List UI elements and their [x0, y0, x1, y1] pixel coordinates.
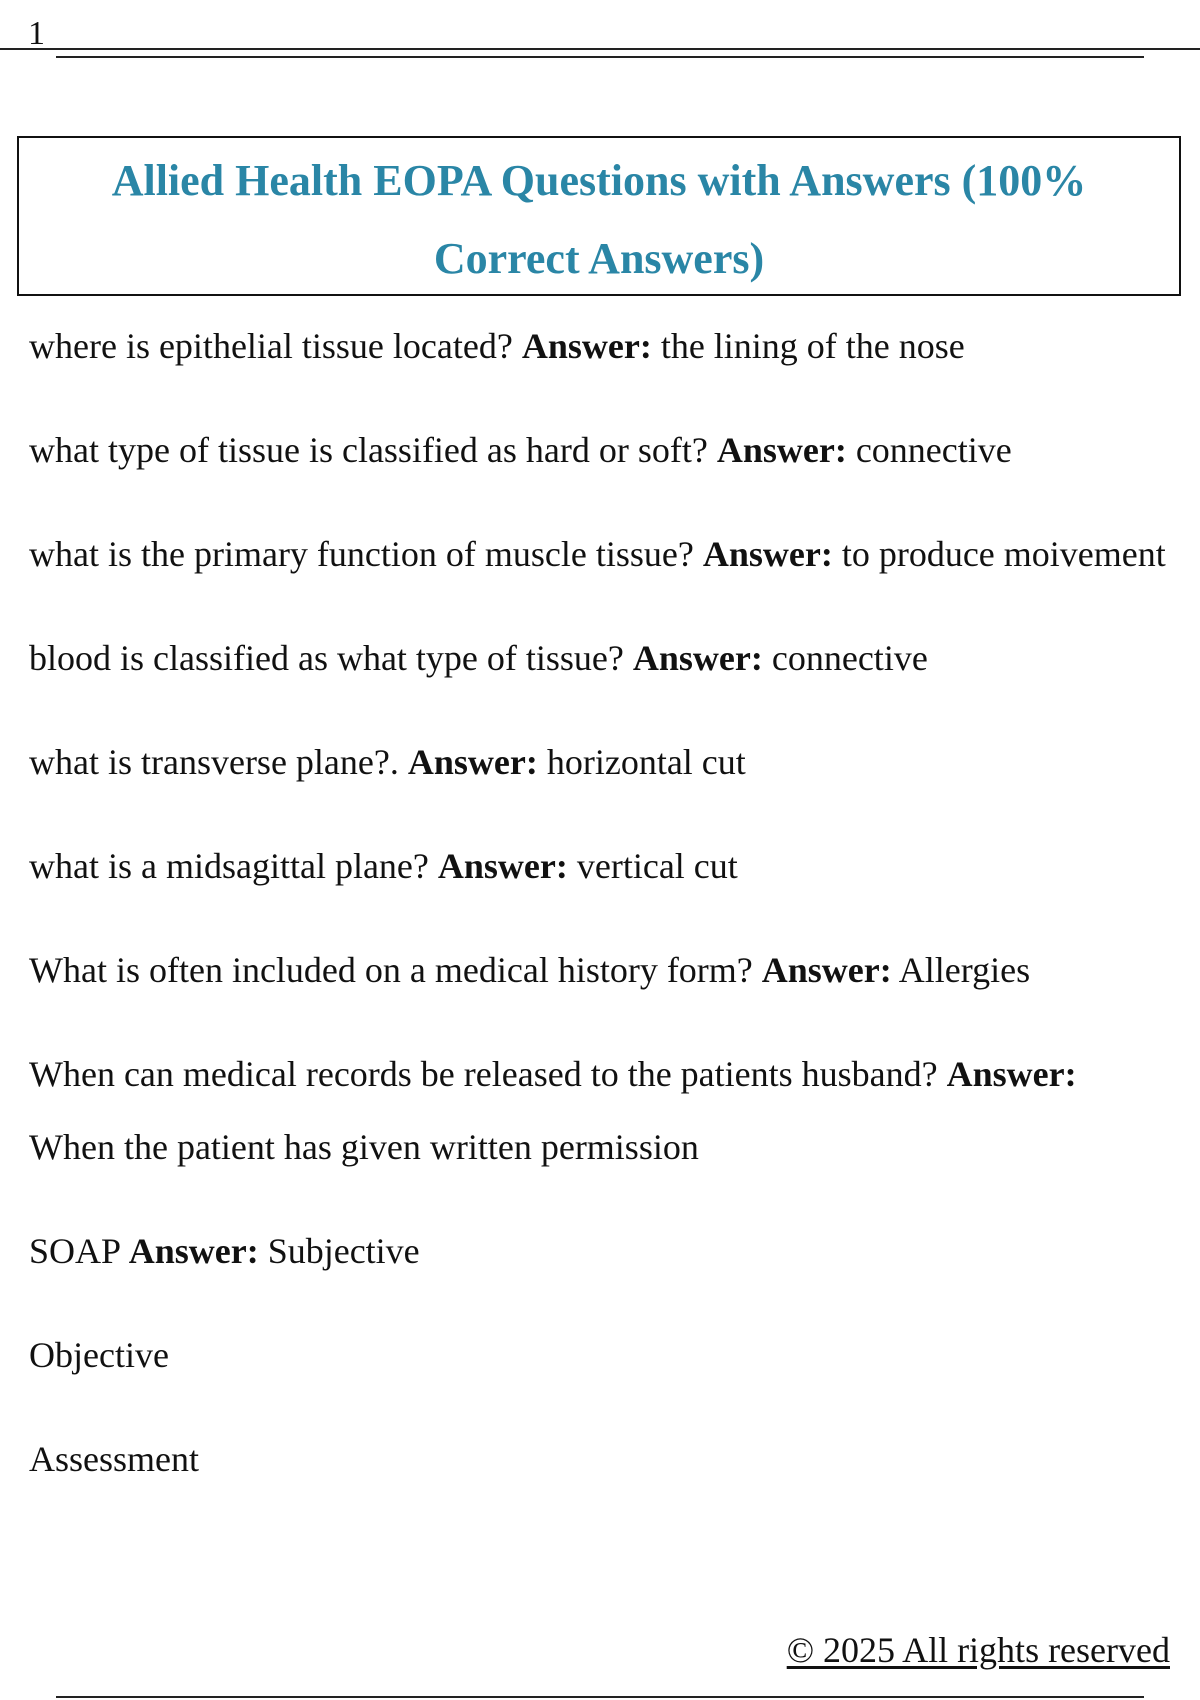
continuation-line: Assessment	[29, 1439, 199, 1479]
answer-label: Answer:	[128, 1231, 259, 1271]
answer-text: horizontal cut	[546, 742, 746, 782]
qa-item	[29, 830, 1169, 903]
answer-label: Answer:	[702, 534, 833, 574]
footer-rule	[56, 1696, 1144, 1698]
question-text: What is often included on a medical history form?	[29, 950, 753, 990]
answer-label: Answer:	[632, 638, 763, 678]
question-text: where is epithelial tissue located?	[29, 326, 513, 366]
question-text: what type of tissue is classified as hard or soft?	[29, 430, 708, 470]
answer-label: Answer:	[521, 326, 652, 366]
answer-label: Answer:	[761, 950, 892, 990]
continuation-line: Objective	[29, 1335, 169, 1375]
answer-text: Allergies	[898, 950, 1031, 990]
header-rule	[0, 48, 1200, 50]
qa-list	[29, 310, 1169, 1496]
qa-item	[29, 622, 1169, 695]
answer-text: connective	[855, 430, 1012, 470]
answer-label: Answer:	[407, 742, 538, 782]
question-text: SOAP	[29, 1231, 120, 1271]
answer-text: the lining of the nose	[660, 326, 965, 366]
page-number: 1	[28, 15, 45, 52]
qa-item	[29, 518, 1169, 591]
answer-text: connective	[771, 638, 928, 678]
qa-item	[29, 1215, 1169, 1288]
header-rule-inner	[56, 56, 1144, 58]
answer-label: Answer:	[946, 1054, 1077, 1094]
question-text: When can medical records be released to the patients husband?	[29, 1054, 938, 1094]
answer-label: Answer:	[716, 430, 847, 470]
answer-text: When the patient has given written permission	[29, 1127, 699, 1167]
answer-text: vertical cut	[576, 846, 738, 886]
document-title: Allied Health EOPA Questions with Answers (100% Correct Answers)	[111, 156, 1087, 283]
answer-text: Subjective	[267, 1231, 420, 1271]
answer-text: to produce moivement	[841, 534, 1166, 574]
question-text: blood is classified as what type of tissue?	[29, 638, 624, 678]
question-text: what is a midsagittal plane?	[29, 846, 429, 886]
copyright-notice: © 2025 All rights reserved	[786, 1630, 1170, 1670]
qa-item	[29, 726, 1169, 799]
title-box	[17, 136, 1181, 296]
qa-item	[29, 1038, 1169, 1184]
answer-label: Answer:	[437, 846, 568, 886]
question-text: what is the primary function of muscle tissue?	[29, 534, 694, 574]
qa-item	[29, 414, 1169, 487]
qa-item	[29, 934, 1169, 1007]
question-text: what is transverse plane?.	[29, 742, 399, 782]
qa-item	[29, 310, 1169, 383]
